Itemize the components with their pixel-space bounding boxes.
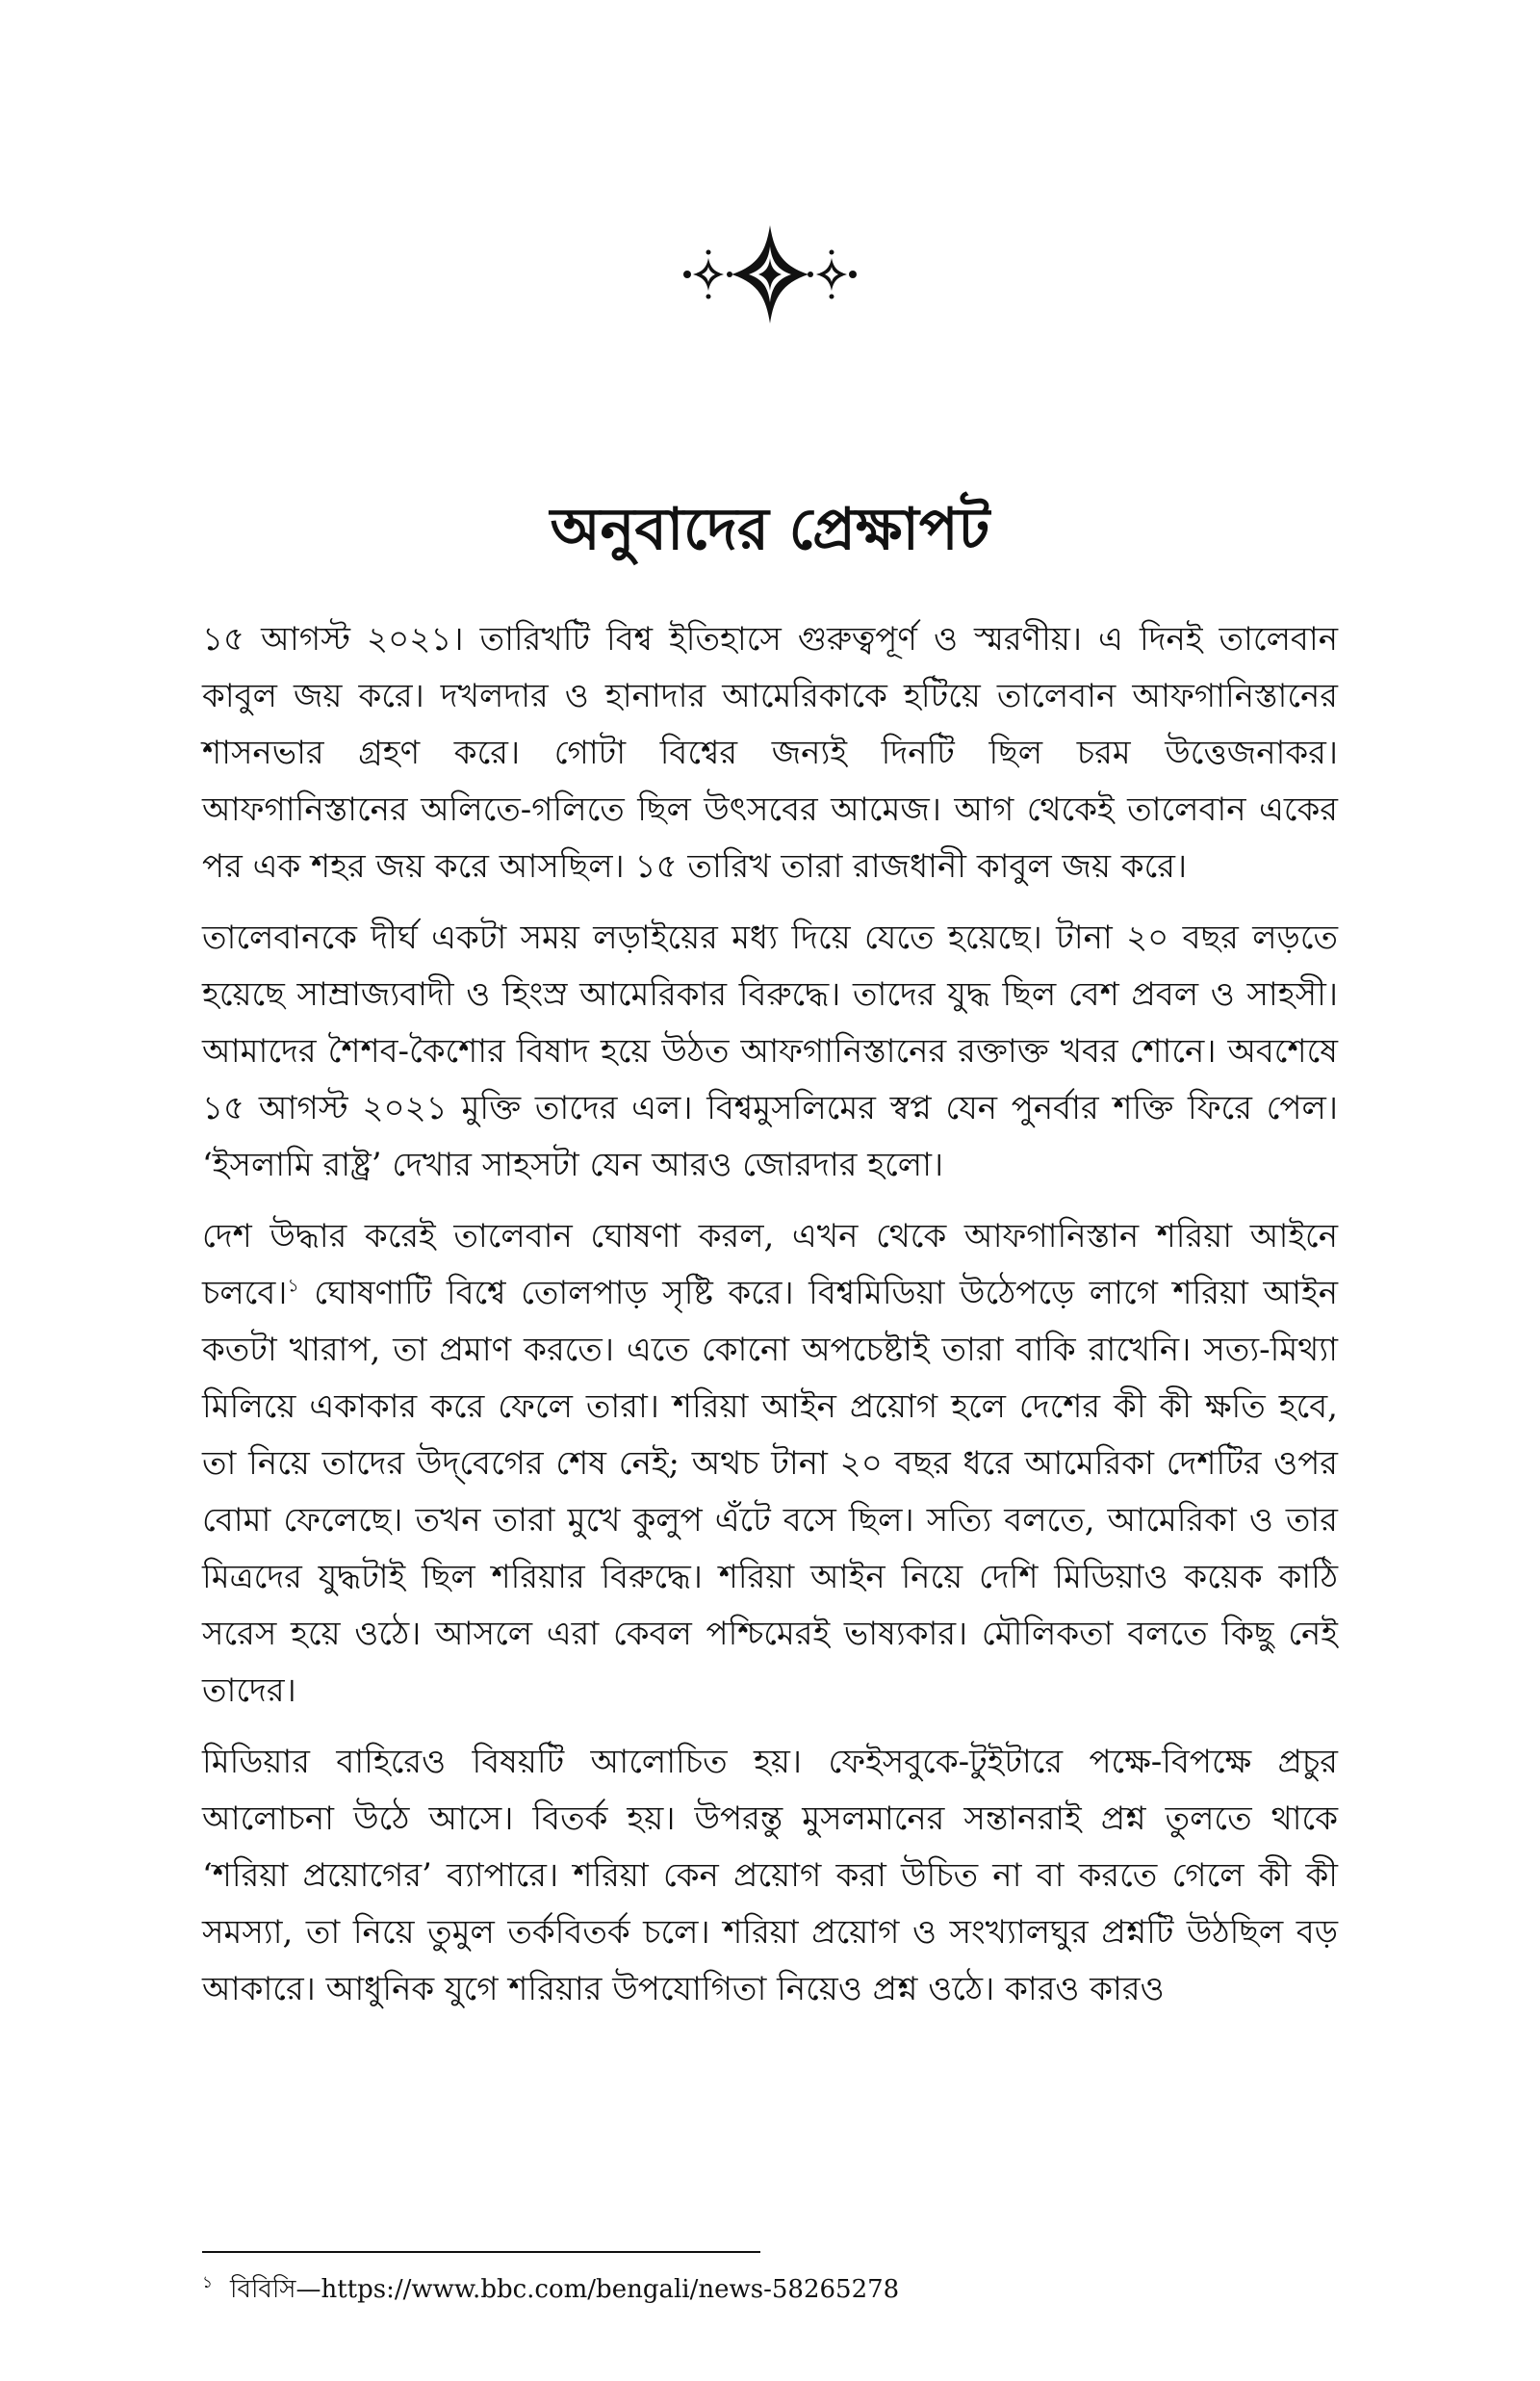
paragraph [202, 1208, 1338, 1720]
paragraph: মিডিয়ার বাহিরেও বিষয়টি আলোচিত হয়। ফেইসবুকে-টুইটারে পক্ষে-বিপক্ষে প্রচুর আলোচনা উঠে আসে। বিতর্ক হয়। উপরন্তু মুসলমানের সন্তানরাই প্রশ্ন তুলতে থাকে ‘শরিয়া প্রয়োগের’ ব্যাপারে। শরিয়া কেন প্রয়োগ করা উচিত না বা করতে গেলে কী কী সমস্যা, তা নিয়ে তুমুল তর্কবিতর্ক চলে। শরিয়া প্রয়োগ ও সংখ্যালঘুর প্রশ্নটি উঠছিল বড় আকারে। আধুনিক যুগে শরিয়ার উপযোগিতা নিয়েও প্রশ্ন ওঠে। কারও কারও [202, 1743, 1338, 2008]
body-text [202, 611, 1338, 2032]
star-flourish-icon [674, 221, 866, 327]
paragraph: তালেবানকে দীর্ঘ একটা সময় লড়াইয়ের মধ্য দিয়ে যেতে হয়েছে। টানা ২০ বছর লড়তে হয়েছে সাম্রাজ্যবাদী ও হিংস্র আমেরিকার বিরুদ্ধে। তাদের যুদ্ধ ছিল বেশ প্রবল ও সাহসী। আমাদের শৈশব-কৈশোর বিষাদ হয়ে উঠত আফগানিস্তানের রক্তাক্ত খবর শোনে। অবশেষে ১৫ আগস্ট ২০২১ মুক্তি তাদের এল। বিশ্বমুসলিমের স্বপ্ন যেন পুনর্বার শক্তি ফিরে পেল। ‘ইসলামি রাষ্ট্র’ দেখার সাহসটা যেন আরও জোরদার হলো। [202, 919, 1338, 1184]
footnote-mark: ১ [202, 2273, 214, 2293]
paragraph-text: দেশ উদ্ধার করেই তালেবান ঘোষণা করল, এখন থেকে আফগানিস্তান শরিয়া আইনে চলবে। [202, 1217, 1338, 1312]
page-title: অনুবাদের প্রেক্ষাপট [550, 496, 990, 563]
paragraph: ১৫ আগস্ট ২০২১। তারিখটি বিশ্ব ইতিহাসে গুরুত্বপূর্ণ ও স্মরণীয়। এ দিনই তালেবান কাবুল জয় করে। দখলদার ও হানাদার আমেরিকাকে হটিয়ে তালেবান আফগানিস্তানের শাসনভার গ্রহণ করে। গোটা বিশ্বের জন্যই দিনটি ছিল চরম উত্তেজনাকর। আফগানিস্তানের অলিতে-গলিতে ছিল উৎসবের আমেজ। আগ থেকেই তালেবান একের পর এক শহর জয় করে আসছিল। ১৫ তারিখ তারা রাজধানী কাবুল জয় করে। [202, 620, 1338, 886]
paragraph-text: ঘোষণাটি বিশ্বে তোলপাড় সৃষ্টি করে। বিশ্বমিডিয়া উঠেপড়ে লাগে শরিয়া আইন কতটা খারাপ, তা প্রমাণ করতে। এতে কোনো অপচেষ্টাই তারা বাকি রাখেনি। সত্য-মিথ্যা মিলিয়ে একাকার করে ফেলে তারা। শরিয়া আইন প্রয়োগ হলে দেশের কী কী ক্ষতি হবে, তা নিয়ে তাদের উদ্‌বেগের শেষ নেই; অথচ টানা ২০ বছর ধরে আমেরিকা দেশটির ওপর বোমা ফেলেছে। তখন তারা মুখে কুলুপ এঁটে বসে ছিল। সত্যি বলতে, আমেরিকা ও তার মিত্রদের যুদ্ধটাই ছিল শরিয়ার বিরুদ্ধে। শরিয়া আইন নিয়ে দেশি মিডিয়াও কয়েক কাঠি সরেস হয়ে ওঠে। আসলে এরা কেবল পশ্চিমেরই ভাষ্যকার। মৌলিকতা বলতে কিছু নেই তাদের। [202, 1274, 1338, 1710]
footnote-reference[interactable]: ১ [287, 1275, 299, 1297]
ornament-icon [0, 217, 1540, 332]
footnote-divider [202, 2251, 760, 2253]
footnote [202, 2272, 1338, 2307]
footnote-text: বিবিসি—https://www.bbc.com/bengali/news-58265278 [230, 2275, 900, 2304]
